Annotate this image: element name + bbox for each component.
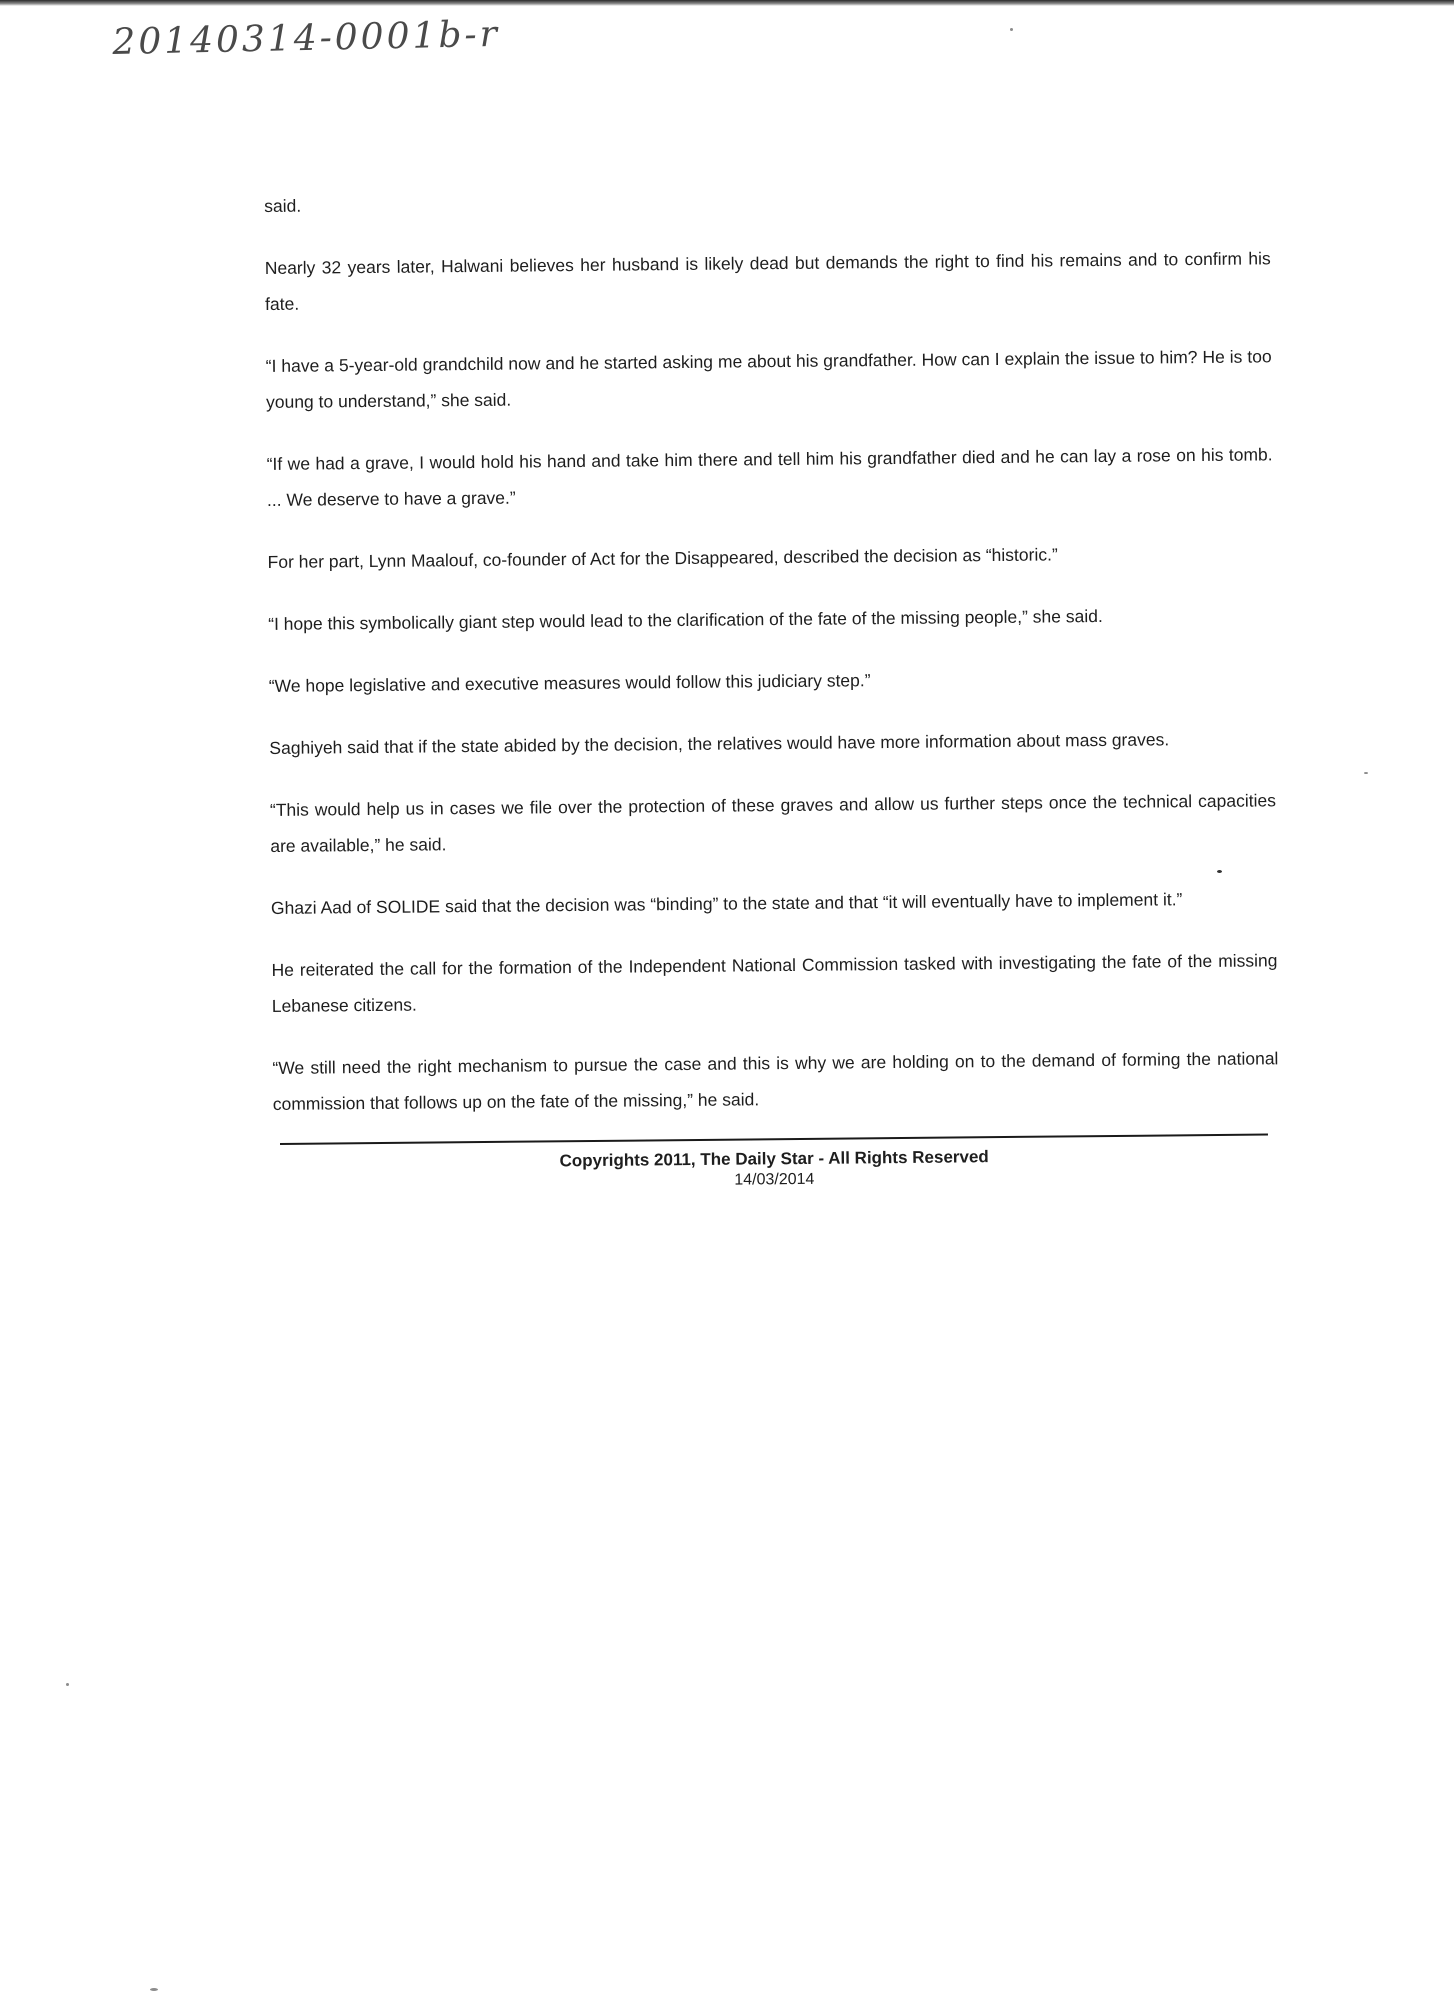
paragraph: Nearly 32 years later, Halwani believes her husband is likely dead but demands the right to find his remains and to confirm his fate. [264, 248, 1271, 314]
paragraph: He reiterated the call for the formation of the Independent National Commission tasked with investigating the fate of the missing Lebanese citizens. [271, 950, 1278, 1016]
scan-top-edge [0, 0, 1454, 6]
paragraph: “I hope this symbolically giant step would lead to the clarification of the fate of the missing people,” she said. [268, 605, 1103, 634]
scan-speck [150, 1988, 158, 1991]
paragraph: Ghazi Aad of SOLIDE said that the decision was “binding” to the state and that “it will eventually have to implement it.” [270, 889, 1183, 918]
paragraph: “We hope legislative and executive measures would follow this judiciary step.” [268, 670, 871, 696]
paragraph: “We still need the right mechanism to pursue the case and this is why we are holding on to the demand of forming the national commission that follows up on the fate of the missing,” he said. [272, 1048, 1279, 1114]
footer-copyright: Copyrights 2011, The Daily Star - All Rights Reserved [559, 1147, 989, 1171]
paragraph: “This would help us in cases we file over the protection of these graves and allow us further steps once the technical capacities are available,” he said. [269, 790, 1277, 856]
scan-speck [1364, 772, 1368, 774]
article-body [264, 178, 1279, 1148]
footer-date: 14/03/2014 [734, 1170, 815, 1189]
paragraph: Saghiyeh said that if the state abided by the decision, the relatives would have more information about mass graves. [269, 729, 1170, 758]
paragraph: “I have a 5-year-old grandchild now and he started asking me about his grandfather. How can I explain the issue to him? He is too young to understand,” she said. [265, 346, 1272, 412]
scan-speck [1010, 28, 1013, 31]
paragraph: said. [264, 195, 302, 216]
page-footer [280, 1134, 1268, 1195]
handwritten-reference-number: 20140314-0001b-r [112, 13, 501, 63]
paragraph: For her part, Lynn Maalouf, co-founder of Act for the Disappeared, described the decision as “historic.” [267, 544, 1058, 572]
scan-speck [66, 1683, 69, 1686]
scan-speck [1217, 870, 1222, 873]
paragraph: “If we had a grave, I would hold his hand and take him there and tell him his grandfather died and he can lay a rose on his tomb. ... We deserve to have a grave.” [266, 444, 1273, 510]
